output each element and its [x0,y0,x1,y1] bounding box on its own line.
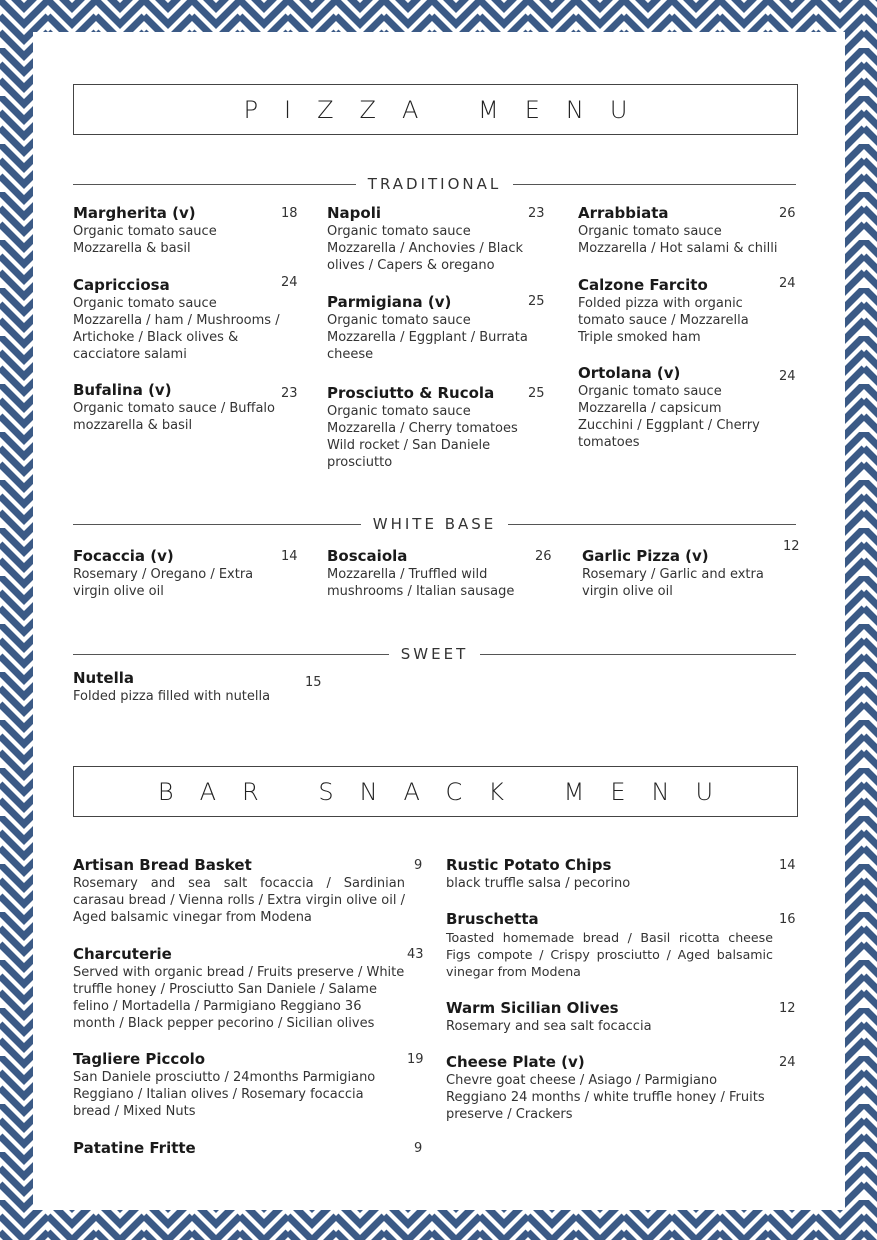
snack-item-cheese-plate [446,1053,773,1123]
menu-item-bufalina [73,381,283,434]
item-description: Organic tomato sauce Mozzarella / Hot salami & chilli [578,224,778,256]
snack-item-artisan-bread-basket [73,856,405,926]
item-price: 23 [281,386,298,401]
item-description: Organic tomato sauce Mozzarella & basil [73,224,217,256]
section-label: SWEET [400,645,469,663]
menu-item-boscaiola [327,547,537,600]
menu-item-ortolana [578,364,788,451]
item-description: Mozzarella / Truffled wild mushrooms / Italian sausage [327,567,515,599]
item-description: Folded pizza filled with nutella [73,689,271,704]
item-name: Napoli [327,204,382,222]
item-name: Patatine Fritte [73,1139,196,1157]
menu-item-calzone-farcito [578,276,788,346]
item-description: black truffle salsa / pecorino [446,876,631,891]
item-description: Rosemary / Oregano / Extra virgin olive oil [73,567,254,599]
item-name: Parmigiana (v) [327,293,452,311]
item-name: Calzone Farcito [578,276,708,294]
item-description: Organic tomato sauce Mozzarella / ham / Mushrooms / Artichoke / Black olives & cacciatore salami [73,296,280,362]
item-price: 16 [779,912,796,927]
item-price: 24 [779,1055,796,1070]
item-price: 23 [528,206,545,221]
item-description: Organic tomato sauce / Buffalo mozzarella & basil [73,401,275,433]
item-description: Rosemary and sea salt focaccia [446,1019,652,1034]
item-name: Ortolana (v) [578,364,681,382]
menu-item-margherita [73,204,283,257]
item-name: Boscaiola [327,547,408,565]
item-description: Organic tomato sauce Mozzarella / Eggplant / Burrata cheese [327,313,528,362]
item-name: Arrabbiata [578,204,669,222]
item-description: Served with organic bread / Fruits preserve / White truffle honey / Prosciutto San Daniele / Salame felino / Mortadella / Parmigiano Reggiano 36 month / Black pepper pecorino / Sicilian olives [73,965,405,1031]
item-price: 43 [407,947,424,962]
item-price: 19 [407,1052,424,1067]
item-name: Margherita (v) [73,204,196,222]
item-name: Capricciosa [73,276,170,294]
section-traditional-header [73,174,796,194]
item-price: 26 [779,206,796,221]
item-price: 14 [281,549,298,564]
item-price: 18 [281,206,298,221]
snack-item-rustic-potato-chips [446,856,773,892]
menu-item-nutella [73,669,303,705]
item-price: 12 [779,1001,796,1016]
menu-item-parmigiana [327,293,537,363]
item-price: 26 [535,549,552,564]
item-description: San Daniele prosciutto / 24months Parmigiano Reggiano / Italian olives / Rosemary focaccia bread / Mixed Nuts [73,1070,376,1119]
item-name: Artisan Bread Basket [73,856,252,874]
item-price: 24 [779,276,796,291]
pizza-menu-title-text: PIZZA MENU [243,95,654,124]
item-price: 9 [414,858,423,873]
item-name: Bufalina (v) [73,381,172,399]
item-name: Warm Sicilian Olives [446,999,619,1017]
item-price: 24 [281,275,298,290]
snack-item-warm-sicilian-olives [446,999,773,1035]
item-price: 15 [305,675,322,690]
item-name: Charcuterie [73,945,172,963]
item-name: Nutella [73,669,134,687]
item-name: Focaccia (v) [73,547,174,565]
item-description: Chevre goat cheese / Asiago / Parmigiano Reggiano 24 months / white truffle honey / Fruits preserve / Crackers [446,1073,765,1122]
item-description: Organic tomato sauce Mozzarella / Cherry tomatoes Wild rocket / San Daniele prosciutto [327,404,518,470]
menu-item-arrabbiata [578,204,788,257]
item-name: Bruschetta [446,910,539,928]
item-price: 12 [783,539,800,554]
menu-item-focaccia [73,547,283,600]
item-price: 25 [528,294,545,309]
item-name: Garlic Pizza (v) [582,547,709,565]
item-name: Rustic Potato Chips [446,856,612,874]
item-description: Folded pizza with organic tomato sauce / Mozzarella Triple smoked ham [578,296,749,345]
snack-item-bruschetta [446,910,773,980]
item-name: Cheese Plate (v) [446,1053,585,1071]
section-label: TRADITIONAL [367,175,502,193]
item-price: 24 [779,369,796,384]
menu-item-capricciosa [73,276,283,363]
section-label: WHITE BASE [372,515,497,533]
item-name: Prosciutto & Rucola [327,384,495,402]
item-name: Tagliere Piccolo [73,1050,206,1068]
pizza-menu-title [73,84,798,135]
menu-item-napoli [327,204,537,274]
snack-item-charcuterie [73,945,405,1032]
snack-item-patatine-fritte [73,1139,405,1157]
item-description: Rosemary and sea salt focaccia / Sardinian carasau bread / Vienna rolls / Extra virgin olive oil / Aged balsamic vinegar from Modena [73,876,405,925]
section-white-base-header [73,514,796,534]
menu-item-garlic-pizza [582,547,792,600]
item-price: 25 [528,386,545,401]
item-description: Rosemary / Garlic and extra virgin olive oil [582,567,764,599]
snack-item-tagliere-piccolo [73,1050,405,1120]
menu-item-prosciutto-rucola [327,384,537,471]
item-price: 14 [779,858,796,873]
item-description: Organic tomato sauce Mozzarella / capsicum Zucchini / Eggplant / Cherry tomatoes [578,384,760,450]
bar-snack-menu-title-text: BAR SNACK MENU [157,777,740,806]
section-sweet-header [73,644,796,664]
item-description: Toasted homemade bread / Basil ricotta cheese Figs compote / Crispy prosciutto / Aged balsamic vinegar from Modena [446,930,773,979]
bar-snack-menu-title [73,766,798,817]
item-price: 9 [414,1141,423,1156]
item-description: Organic tomato sauce Mozzarella / Anchovies / Black olives / Capers & oregano [327,224,524,273]
